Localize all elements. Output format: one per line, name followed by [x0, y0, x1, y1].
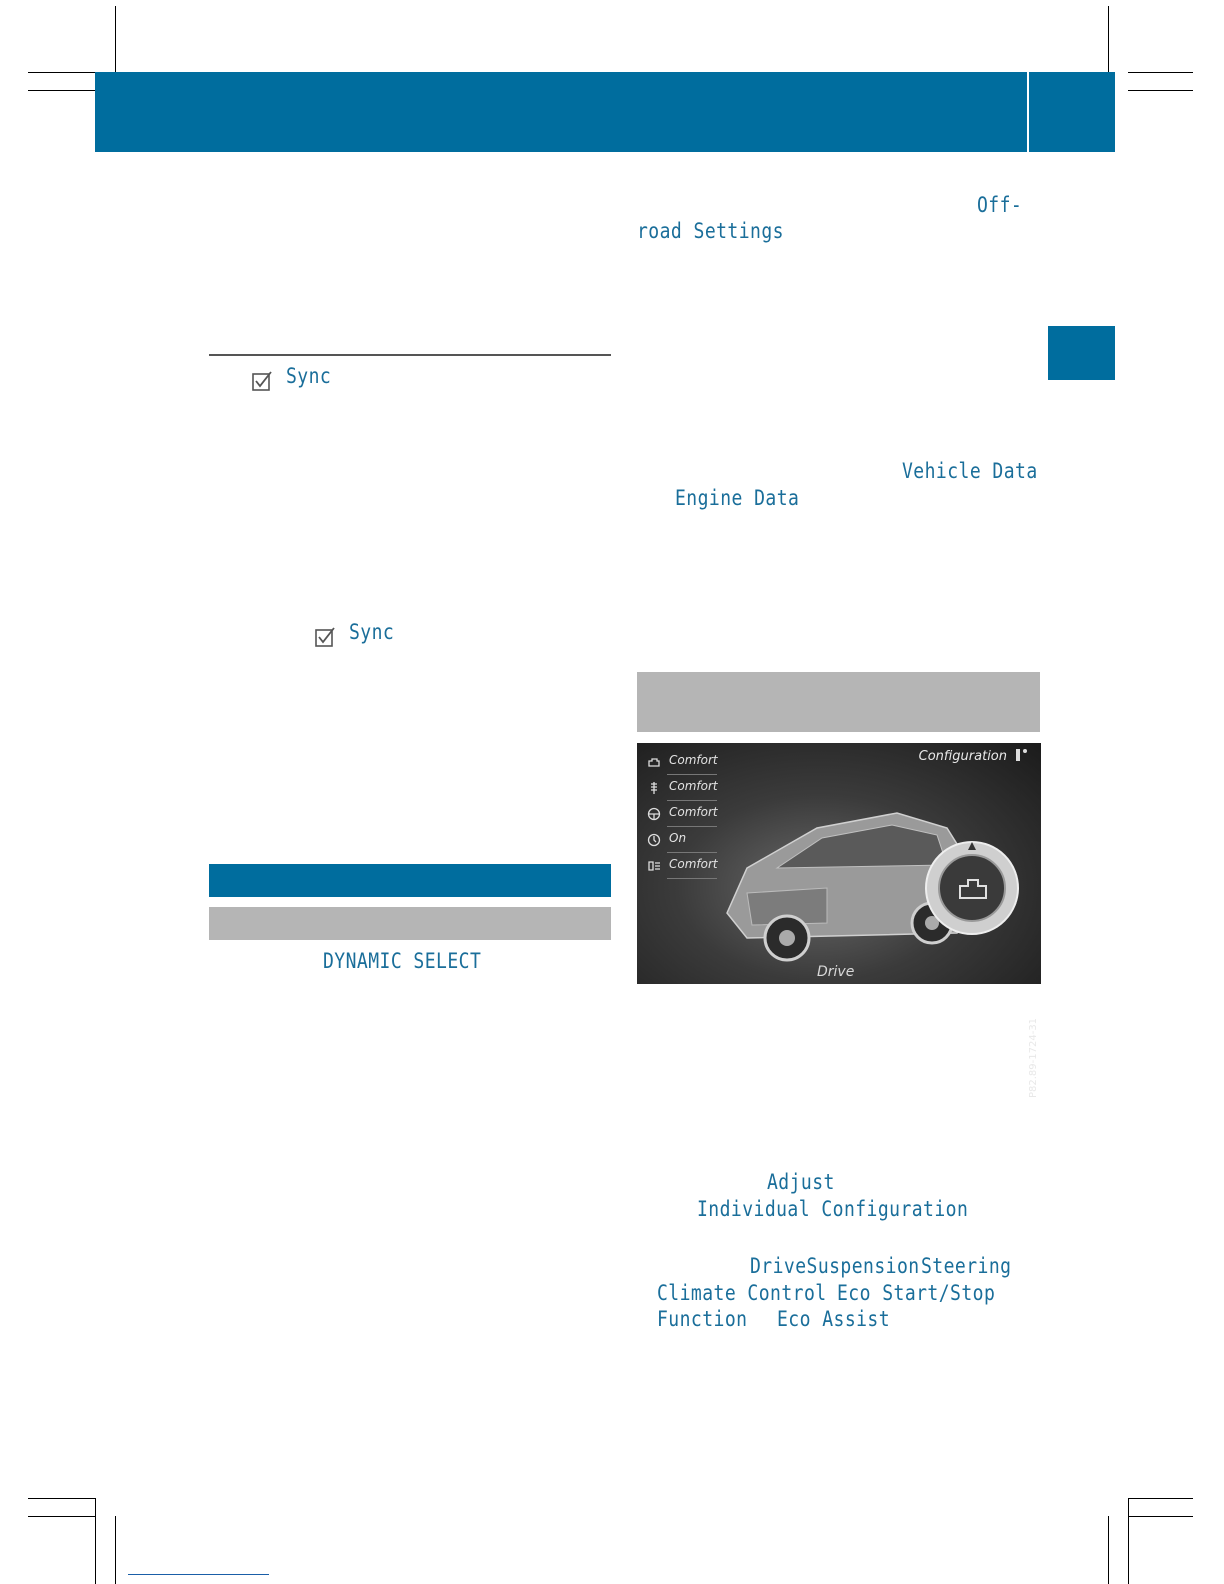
- climate-control-label: Climate Control: [657, 1281, 827, 1305]
- sync-label: Sync: [286, 364, 332, 388]
- screen-bottom-label: Drive: [817, 964, 855, 980]
- crop-mark: [1108, 1516, 1109, 1584]
- menu-item[interactable]: [645, 855, 718, 879]
- sync-label: Sync: [349, 620, 395, 644]
- adjust-label: Adjust: [767, 1170, 835, 1194]
- menu-item[interactable]: [645, 751, 718, 775]
- chapter-tab: [1048, 326, 1115, 380]
- climate-icon: [647, 859, 661, 873]
- steering-label: Steering: [921, 1254, 1012, 1278]
- figure-caption-bar: [637, 672, 1040, 732]
- crop-mark: [115, 6, 116, 72]
- eco-start-stop-icon: [647, 833, 661, 847]
- crop-mark: [1108, 6, 1109, 72]
- offroad-settings-label: Off-: [977, 193, 1023, 217]
- menu-divider: [667, 774, 717, 775]
- crop-mark: [28, 90, 95, 91]
- menu-item-label: On: [669, 831, 687, 845]
- dynamic-select-label: DYNAMIC SELECT: [323, 949, 482, 973]
- steering-wheel-icon: [647, 807, 661, 821]
- menu-item-label: Comfort: [669, 805, 718, 819]
- crop-mark: [1128, 90, 1193, 91]
- checkbox-icon: [251, 370, 273, 392]
- crop-mark: [1128, 1498, 1193, 1499]
- header-separator: [1027, 72, 1029, 152]
- crop-mark: [28, 1498, 95, 1499]
- crop-mark: [1128, 1516, 1193, 1517]
- menu-divider: [667, 826, 717, 827]
- footer-link-underline[interactable]: [128, 1574, 269, 1575]
- dynamic-select-dial: [922, 838, 1022, 938]
- crop-mark: [115, 1516, 116, 1584]
- section-rule: [209, 354, 611, 356]
- suspension-icon: [647, 781, 661, 795]
- menu-item-label: Comfort: [669, 753, 718, 767]
- settings-icon[interactable]: [1013, 747, 1029, 763]
- subsection-heading-bar: [209, 907, 611, 940]
- configuration-screen: [637, 743, 1041, 1098]
- crop-mark: [1128, 1498, 1129, 1584]
- eco-assist-label: Eco Assist: [777, 1307, 891, 1331]
- individual-configuration-label: Individual Configuration: [697, 1197, 969, 1221]
- engine-data-label: Engine Data: [675, 486, 800, 510]
- menu-item[interactable]: [645, 803, 718, 827]
- crop-mark: [28, 72, 95, 73]
- offroad-settings-label: road Settings: [637, 219, 784, 243]
- menu-item-label: Comfort: [669, 857, 718, 871]
- crop-mark: [95, 1498, 96, 1584]
- crop-mark: [1128, 72, 1193, 73]
- function-label: Function: [657, 1307, 748, 1331]
- screen-title: Configuration: [918, 749, 1007, 764]
- menu-divider: [667, 878, 717, 879]
- engine-icon: [647, 755, 661, 769]
- vehicle-data-label: Vehicle Data: [902, 459, 1038, 483]
- header-bar: [95, 72, 1115, 152]
- image-id: P82.89-1724-31: [1028, 1017, 1039, 1098]
- checkbox-icon: [314, 626, 336, 648]
- crop-mark: [28, 1516, 95, 1517]
- menu-item[interactable]: [645, 777, 718, 801]
- menu-item-label: Comfort: [669, 779, 718, 793]
- drive-suspension-label: DriveSuspension: [750, 1254, 920, 1278]
- eco-start-stop-label: Eco Start/Stop: [837, 1281, 996, 1305]
- section-heading-bar: [209, 864, 611, 897]
- menu-divider: [667, 852, 717, 853]
- menu-item[interactable]: [645, 829, 715, 853]
- menu-divider: [667, 800, 717, 801]
